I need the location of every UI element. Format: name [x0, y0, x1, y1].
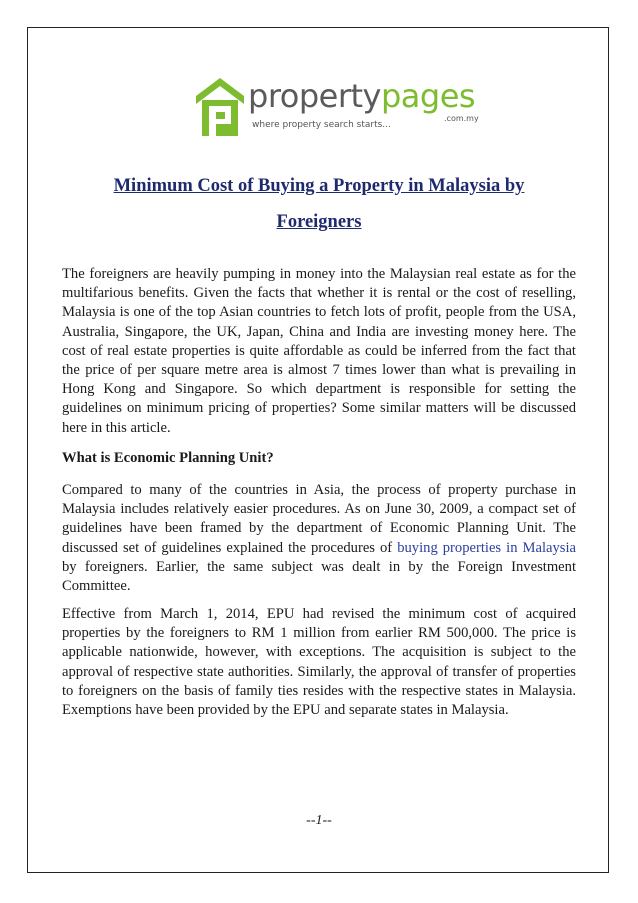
epu-paragraph [62, 481, 576, 596]
logo-word-part1: property [248, 77, 381, 115]
logo-domain: .com.my [444, 114, 479, 123]
house-logo-icon [194, 74, 246, 140]
intro-paragraph: The foreigners are heavily pumping in money into the Malaysian real estate as for the multifarious benefits. Given the facts that whether it is rental or the cost of reselling, Malaysia is one of the top Asian countries to fetch lots of profit, people from the USA, Australia, Singapore, the UK, Japan, China and India are investing money here. The cost of real estate properties is quite affordable as could be inferred from the fact that the price of per square metre area is almost 7 times lower than what is prevailing in Hong Kong and Singapore. So which department is responsible for setting the guidelines on minimum pricing of properties? Some similar matters will be discussed here in this article. [62, 266, 576, 436]
epu-text-before: Compared to many of the countries in Asia, the process of property purchase in Malaysia includes relatively easier procedures. As on June 30, 2009, a compact set of guidelines have been framed by the department of Economic Planning Unit. The discussed set of guidelines explained the procedures of [62, 482, 576, 556]
logo-tagline: where property search starts... [252, 120, 391, 130]
page-number: --1-- [306, 813, 332, 828]
propertypages-logo [194, 74, 484, 140]
effective-paragraph: Effective from March 1, 2014, EPU had revised the minimum cost of acquired properties by the foreigners to RM 1 million from earlier RM 500,000. The price is applicable nationwide, however, with exceptions. The acquisition is subject to the approval of respective state authorities. Similarly, the approval of transfer of properties to foreigners on the basis of family ties resides with the respective states in Malaysia. Exemptions have been provided by the EPU and separate states in Malaysia. [62, 606, 576, 719]
section-heading-epu: What is Economic Planning Unit? [62, 450, 274, 466]
epu-text-after: by foreigners. Earlier, the same subject was dealt in by the Foreign Investment Committee. [62, 558, 576, 595]
document-title-line2: Foreigners [276, 212, 362, 232]
buying-properties-link[interactable]: buying properties in Malaysia [397, 539, 577, 556]
logo-word-part2: pages [380, 77, 476, 115]
document-title-line1: Minimum Cost of Buying a Property in Malaysia by [113, 176, 525, 196]
logo-wordmark [248, 78, 475, 114]
